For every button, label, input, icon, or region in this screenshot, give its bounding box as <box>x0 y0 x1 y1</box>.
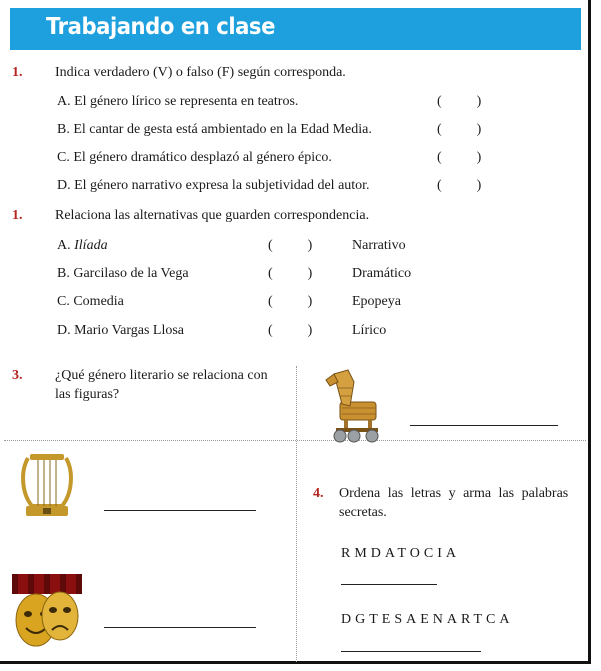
question-1-prompt: Indica verdadero (V) o falso (F) según corresponda. <box>55 65 346 80</box>
scrambled-word-2: DGTESAENARTCA <box>341 612 514 627</box>
q2-left-a <box>57 238 108 254</box>
question-1-number: 1. <box>12 65 23 80</box>
q2-right-1: Narrativo <box>352 238 406 253</box>
q1-item-b: B. El cantar de gesta está ambientado en la Edad Media. <box>57 122 372 137</box>
header-banner <box>10 8 581 50</box>
q2-right-2: Dramático <box>352 266 412 281</box>
q1-answer-d[interactable]: ( ) <box>437 178 482 193</box>
q2-left-a-letter: A. <box>57 238 71 253</box>
q1-answer-a[interactable]: ( ) <box>437 94 482 109</box>
question-2-number: 1. <box>12 208 23 223</box>
q3-answer-line-masks[interactable] <box>104 627 256 628</box>
horizontal-divider <box>4 440 586 441</box>
question-4-prompt-line1: Ordena las letras y arma las palabras <box>339 486 569 501</box>
theater-masks-icon <box>12 574 82 650</box>
q4-answer-line-2[interactable] <box>341 651 481 652</box>
question-3-number: 3. <box>12 368 23 383</box>
scrambled-word-1: RMDATOCIA <box>341 546 460 561</box>
q2-left-d: D. Mario Vargas Llosa <box>57 323 185 338</box>
question-2-prompt: Relaciona las alternativas que guarden correspondencia. <box>55 208 370 223</box>
q2-left-b: B. Garcilaso de la Vega <box>57 266 189 281</box>
vertical-divider <box>296 366 297 662</box>
q2-right-4: Lírico <box>352 323 387 338</box>
q2-match-c[interactable]: ( ) <box>268 294 313 309</box>
q2-match-b[interactable]: ( ) <box>268 266 313 281</box>
q2-left-a-title: Ilíada <box>74 238 108 253</box>
q1-item-d: D. El género narrativo expresa la subjetividad del autor. <box>57 178 370 193</box>
q2-right-3: Epopeya <box>352 294 401 309</box>
q2-match-a[interactable]: ( ) <box>268 238 313 253</box>
q2-left-c: C. Comedia <box>57 294 124 309</box>
question-4-number: 4. <box>313 486 324 501</box>
q1-item-a: A. El género lírico se representa en teatros. <box>57 94 299 109</box>
q2-match-d[interactable]: ( ) <box>268 323 313 338</box>
lyre-icon <box>18 452 76 522</box>
q3-answer-line-horse[interactable] <box>410 425 558 426</box>
question-3-prompt-line2: las figuras? <box>55 387 120 402</box>
q4-answer-line-1[interactable] <box>341 584 437 585</box>
q3-answer-line-lyre[interactable] <box>104 510 256 511</box>
question-3-prompt-line1: ¿Qué género literario se relaciona con <box>55 368 268 383</box>
page-title: Trabajando en clase <box>46 14 275 40</box>
q1-item-c: C. El género dramático desplazó al género épico. <box>57 150 332 165</box>
question-4-prompt-line2: secretas. <box>339 505 387 520</box>
q1-answer-b[interactable]: ( ) <box>437 122 482 137</box>
q1-answer-c[interactable]: ( ) <box>437 150 482 165</box>
trojan-horse-icon <box>320 368 380 444</box>
